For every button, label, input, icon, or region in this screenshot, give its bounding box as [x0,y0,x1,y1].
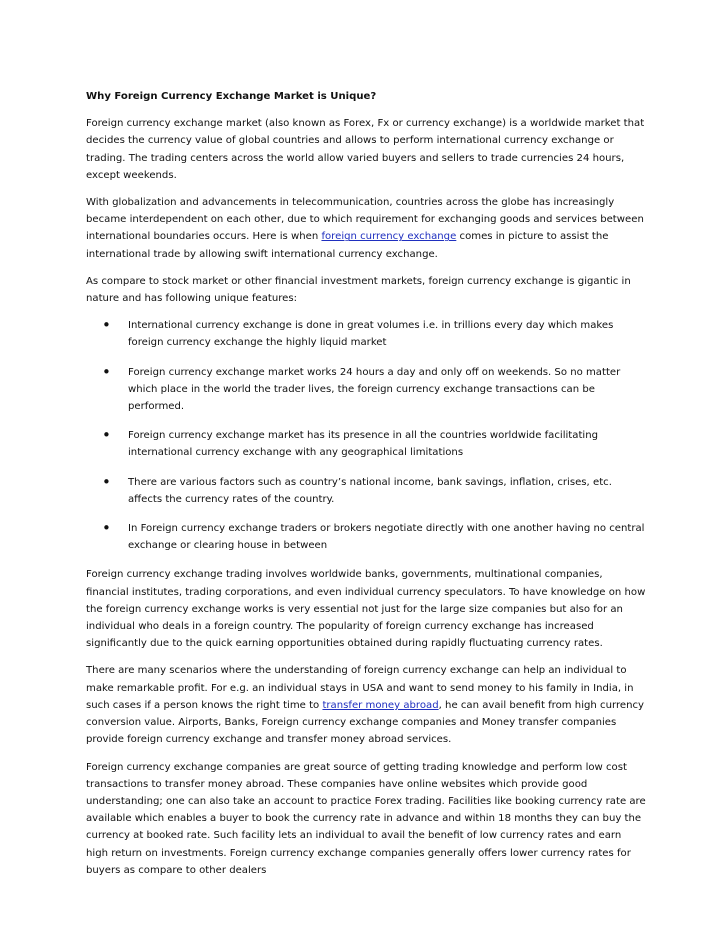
document-page [86,88,646,889]
paragraph-scenarios-text-end: , he can avail benefit from high currency conversion value. Airports, Banks, Foreign currency exchange companies and Money transfer companies provide foreign currency exchange and transfer money abroad services. [86,699,644,746]
paragraph-companies: Foreign currency exchange companies are great source of getting trading knowledge and perform low cost transactions to transfer money abroad. These companies have online websites which provide good understanding; one can also take an account to practice Forex trading. Facilities like booking currency rate are available which enables a buyer to book the currency rate in advance and within 18 months they can buy the currency at booked rate. Such facility lets an individual to avail the benefit of low currency rates and earn high return on investments. Foreign currency exchange companies generally offers lower currency rates for buyers as compare to other dealers [86,761,646,876]
paragraph-scenarios [86,662,646,748]
list-item: • Foreign currency exchange market works 24 hours a day and only off on weekends. So no matter which place in the world the trader lives, the foreign currency exchange transactions can be performed. [86,364,646,416]
paragraph-participants: Foreign currency exchange trading involves worldwide banks, governments, multinational companies, financial institutes, trading corporations, and even individual currency speculators. To have knowledge on how the foreign currency exchange works is very essential not just for the large size companies but also for an individual who deals in a foreign country. The popularity of foreign currency exchange has increased significantly due to the quick earning opportunities obtained during rapidly fluctuating currency rates. [86,569,646,650]
paragraph-features-intro: As compare to stock market or other financial investment markets, foreign currency exchange is gigantic in nature and has following unique features: [86,275,631,305]
list-item: • Foreign currency exchange market has its presence in all the countries worldwide facilitating international currency exchange with any geographical limitations [86,427,646,461]
transfer-money-abroad-link[interactable]: transfer money abroad [322,699,439,711]
paragraph-globalization-text-start: With globalization and advancements in telecommunication, countries across the globe has increasingly became interdependent on each other, due to which requirement for exchanging goods and services between international boundaries occurs. Here is when [86,197,644,243]
paragraph-scenarios-text-start: There are many scenarios where the understanding of foreign currency exchange can help an individual to make remarkable profit. For e.g. an individual stays in USA and want to send money to his family in India, in such cases if a person knows the right time to [86,665,634,711]
paragraph-globalization [86,194,646,263]
features-list [86,317,646,554]
foreign-currency-exchange-link[interactable]: foreign currency exchange [321,231,457,243]
list-item: • There are various factors such as country’s national income, bank savings, inflation, crises, etc. affects the currency rates of the country. [86,474,646,508]
document-title: Why Foreign Currency Exchange Market is Unique? [86,91,377,102]
paragraph-intro: Foreign currency exchange market (also known as Forex, Fx or currency exchange) is a worldwide market that decides the currency value of global countries and allows to perform international currency exchange or trading. The trading centers across the world allow varied buyers and sellers to trade currencies 24 hours, except weekends. [86,118,645,181]
list-item: • International currency exchange is done in great volumes i.e. in trillions every day which makes foreign currency exchange the highly liquid market [86,317,646,351]
paragraph-globalization-text-end: comes in picture to assist the international trade by allowing swift international currency exchange. [86,231,609,260]
list-item: • In Foreign currency exchange traders or brokers negotiate directly with one another having no central exchange or clearing house in between [86,520,646,554]
